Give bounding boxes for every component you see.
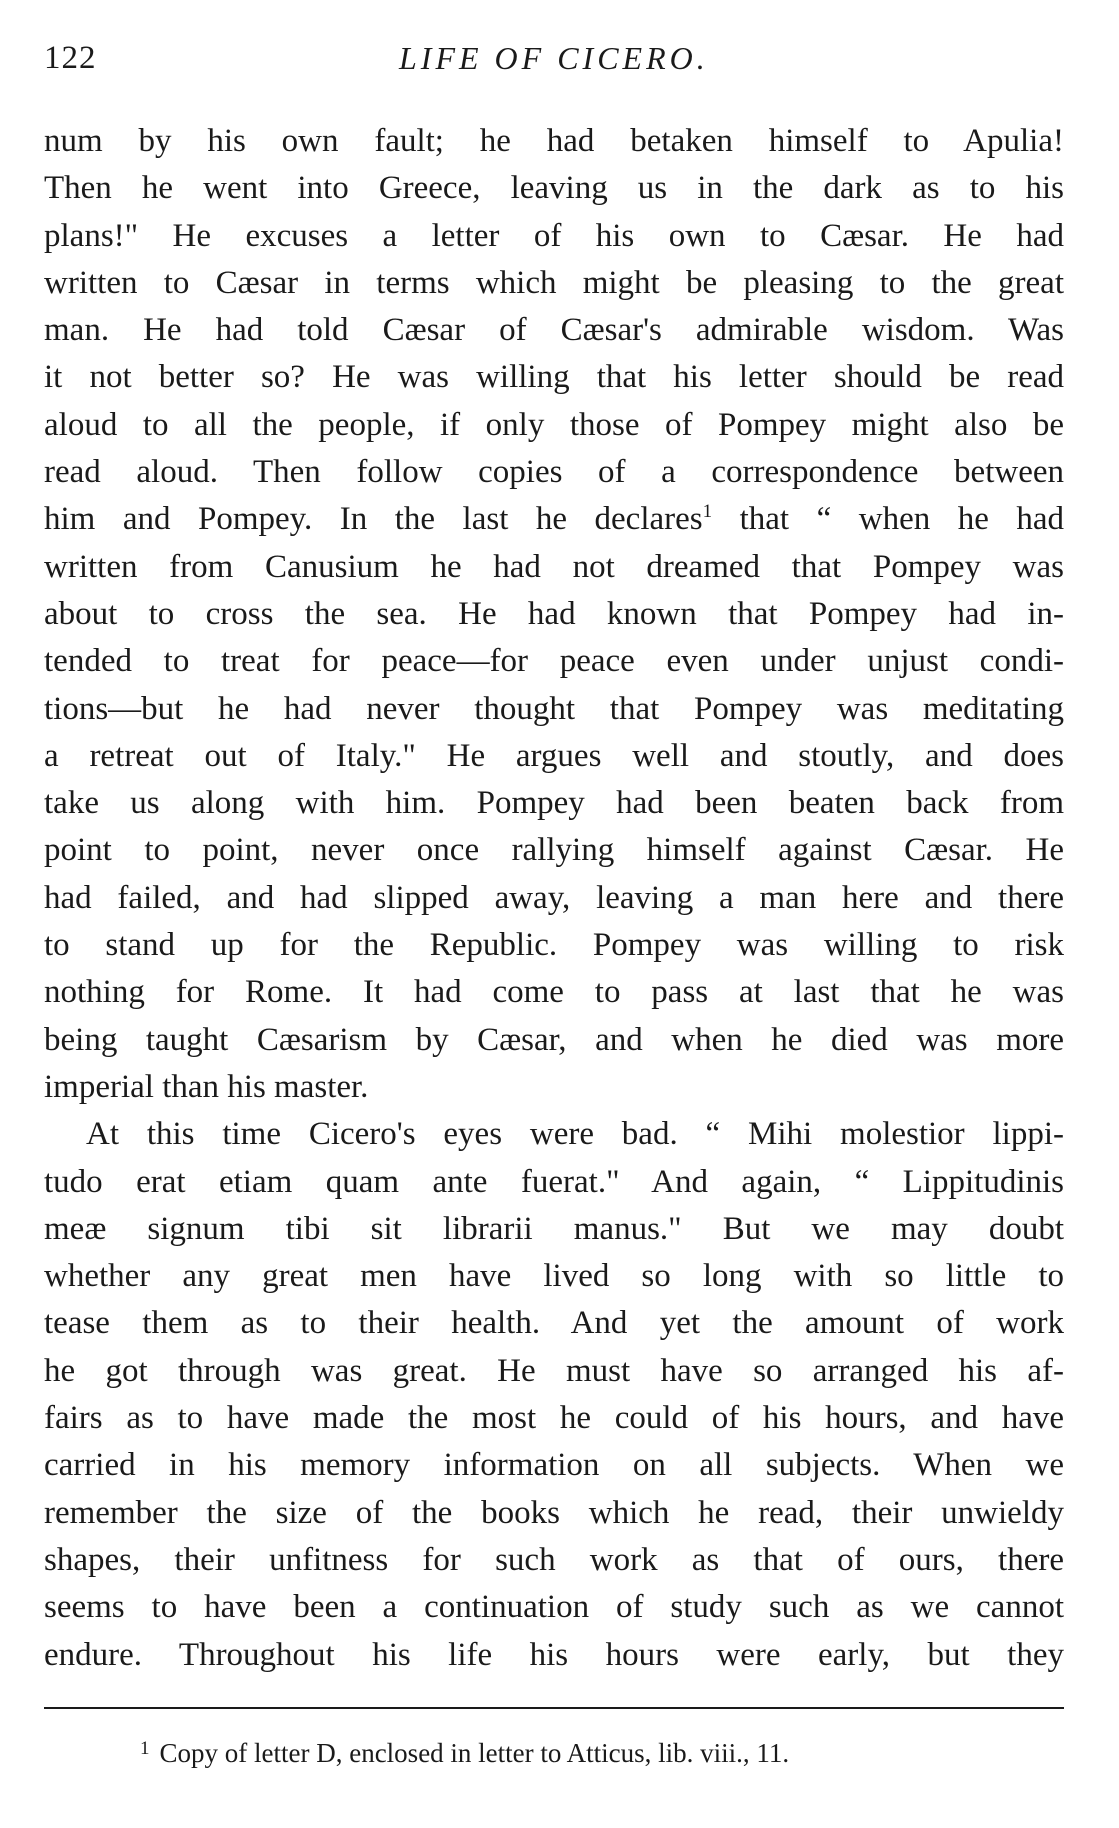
text-segment: him and Pompey. In the last he declares: [44, 501, 703, 538]
book-page: [44, 0, 1064, 1828]
text-segment: that “ when he had: [712, 501, 1064, 538]
running-title: LIFE OF CICERO.: [399, 40, 709, 76]
page-number: 122: [44, 40, 97, 76]
body-text: [44, 118, 1064, 1679]
footnote-text: Copy of letter D, enclosed in letter to Atticus, lib. viii., 11.: [159, 1738, 790, 1768]
text-line: it not better so? He was willing that his letter should be read: [44, 359, 1064, 396]
text-line: Then he went into Greece, leaving us in the dark as to his: [44, 170, 1064, 207]
text-line: endure. Throughout his life his hours were early, but they: [44, 1636, 1064, 1673]
footnote-divider: [44, 1707, 1064, 1709]
running-head: [44, 40, 1064, 84]
text-line: tudo erat etiam quam ante fuerat." And again, “ Lippitudinis: [44, 1163, 1064, 1200]
text-line: being taught Cæsarism by Cæsar, and when he died was more: [44, 1021, 1064, 1058]
text-line: aloud to all the people, if only those of Pompey might also be: [44, 406, 1064, 443]
text-line: point to point, never once rallying himself against Cæsar. He: [44, 832, 1064, 869]
footnote-ref-mark[interactable]: 1: [702, 501, 713, 523]
text-line: he got through was great. He must have so arranged his af-: [44, 1352, 1064, 1389]
text-line: num by his own fault; he had betaken himself to Apulia!: [44, 123, 1064, 159]
text-line: imperial than his master.: [44, 1068, 369, 1105]
footnote: [140, 1738, 789, 1769]
text-line: a retreat out of Italy." He argues well and stoutly, and does: [44, 737, 1064, 774]
text-line: to stand up for the Republic. Pompey was willing to risk: [44, 927, 1064, 964]
text-line: meæ signum tibi sit librarii manus." But we may doubt: [44, 1210, 1064, 1247]
text-line: take us along with him. Pompey had been beaten back from: [44, 785, 1064, 822]
footnote-mark: 1: [140, 1738, 150, 1759]
text-line: written from Canusium he had not dreamed that Pompey was: [44, 548, 1064, 585]
paragraph-2: [44, 1111, 1064, 1679]
text-line: written to Cæsar in terms which might be pleasing to the great: [44, 264, 1064, 301]
text-line: had failed, and had slipped away, leaving a man here and there: [44, 879, 1064, 916]
text-line: At this time Cicero's eyes were bad. “ Mihi molestior lippi-: [86, 1116, 1064, 1153]
text-line: tease them as to their health. And yet the amount of work: [44, 1305, 1064, 1342]
text-line: plans!" He excuses a letter of his own to Cæsar. He had: [44, 217, 1064, 254]
text-line: about to cross the sea. He had known that Pompey had in-: [44, 595, 1064, 632]
text-line: whether any great men have lived so long with so little to: [44, 1258, 1064, 1295]
text-line: remember the size of the books which he read, their unwieldy: [44, 1494, 1064, 1531]
text-line-with-footnote-ref: [44, 496, 1064, 543]
text-line: man. He had told Cæsar of Cæsar's admirable wisdom. Was: [44, 312, 1064, 349]
text-line: seems to have been a continuation of study such as we cannot: [44, 1589, 1064, 1626]
text-line: fairs as to have made the most he could of his hours, and have: [44, 1400, 1064, 1437]
text-line: shapes, their unfitness for such work as that of ours, there: [44, 1541, 1064, 1578]
text-line: read aloud. Then follow copies of a correspondence between: [44, 454, 1064, 491]
text-line: tended to treat for peace—for peace even under unjust condi-: [44, 643, 1064, 680]
text-line: nothing for Rome. It had come to pass at last that he was: [44, 974, 1064, 1011]
text-line: carried in his memory information on all subjects. When we: [44, 1447, 1064, 1484]
paragraph-1: [44, 118, 1064, 1111]
text-line: tions—but he had never thought that Pompey was meditating: [44, 690, 1064, 727]
